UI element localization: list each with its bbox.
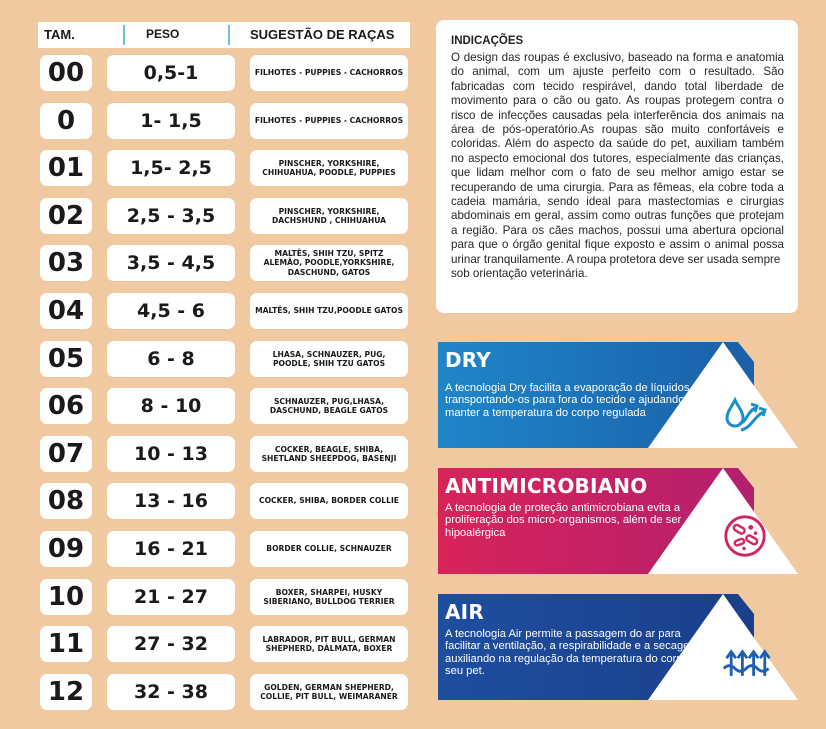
size-cell: 07	[40, 436, 92, 472]
indications-tail: sob orientação veterinária.	[451, 267, 588, 281]
indications-panel	[436, 20, 798, 313]
weight-cell: 10 - 13	[107, 436, 235, 472]
feature-title: ANTIMICROBIANO	[445, 474, 648, 498]
breed-cell: LABRADOR, PIT BULL, GERMAN SHEPHERD, DÁLMATA, BOXER	[250, 626, 408, 662]
indications-text: O design das roupas é exclusivo, baseado na forma e anatomia do animal, com um ajuste perfeito com o resultado. São fabricadas com tecido respirável, dando total liberdade de movimento para o cão ou gato. As roupas protegem contra o risco de infecções causadas pela interferência dos animais na área de pós-operatório.As roupas são muito confortáveis e coloridas. Além do aspecto da saúde do pet, auxiliam também no aspecto emocional dos tutores, especialmente das crianças, que lidam melhor com o fato de seu melhor amigo estar se recuperando de uma cirurgia. Para as fêmeas, ela cobre toda a cadeia mamária, sendo ideal para mastectomias e cirurgias abdominais em geral, assim como outras funções que protejam a região. Para os cães machos, possui uma abertura opcional para que o órgão genital fique exposto e assim o animal possa urinar tranquilamente. A roupa protetora deve ser usada sempre	[451, 51, 784, 266]
size-cell: 05	[40, 341, 92, 377]
weight-cell: 0,5-1	[107, 55, 235, 91]
weight-cell: 4,5 - 6	[107, 293, 235, 329]
size-cell: 06	[40, 388, 92, 424]
header-weight: PESO	[146, 27, 180, 41]
airflow-icon	[720, 642, 776, 680]
size-table-header	[38, 22, 410, 48]
breed-cell: BORDER COLLIE, SCHNAUZER	[250, 531, 408, 567]
size-cell: 04	[40, 293, 92, 329]
weight-cell: 1- 1,5	[107, 103, 235, 139]
feature-description: A tecnologia Dry facilita a evaporação de líquidos transportando-os para fora do tecido e ajudando a manter a temperatura do corpo regulada	[445, 382, 694, 419]
feature-description: A tecnologia Air permite a passagem do ar para facilitar a ventilação, a respirabilidade e a secagem, auxiliando na regulação da temperatura do corpo do seu pet.	[445, 628, 705, 678]
size-cell: 01	[40, 150, 92, 186]
breed-cell: LHASA, SCHNAUZER, PUG, POODLE, SHIH TZU GATOS	[250, 341, 408, 377]
breed-cell: COCKER, SHIBA, BORDER COLLIE	[250, 483, 408, 519]
breed-cell: PINSCHER, YORKSHIRE, CHIHUAHUA, POODLE, PUPPIES	[250, 150, 408, 186]
microbe-icon	[721, 512, 769, 560]
header-breeds: SUGESTÃO DE RAÇAS	[250, 27, 395, 42]
breed-cell: BOXER, SHARPEI, HUSKY SIBERIANO, BULLDOG TERRIER	[250, 579, 408, 615]
size-cell: 0	[40, 103, 92, 139]
size-cell: 08	[40, 483, 92, 519]
feature-card-dry	[438, 342, 798, 448]
breed-cell: MALTÊS, SHIH TZU,POODLE GATOS	[250, 293, 408, 329]
size-cell: 12	[40, 674, 92, 710]
breed-cell: SCHNAUZER, PUG,LHASA, DASCHUND, BEAGLE GATOS	[250, 388, 408, 424]
weight-cell: 32 - 38	[107, 674, 235, 710]
feature-title: AIR	[445, 600, 484, 624]
feature-card-air	[438, 594, 798, 700]
header-size: TAM.	[44, 27, 75, 42]
weight-cell: 6 - 8	[107, 341, 235, 377]
weight-cell: 1,5- 2,5	[107, 150, 235, 186]
weight-cell: 3,5 - 4,5	[107, 245, 235, 281]
size-cell: 02	[40, 198, 92, 234]
weight-cell: 2,5 - 3,5	[107, 198, 235, 234]
size-cell: 03	[40, 245, 92, 281]
size-cell: 09	[40, 531, 92, 567]
weight-cell: 13 - 16	[107, 483, 235, 519]
weight-cell: 21 - 27	[107, 579, 235, 615]
breed-cell: FILHOTES - PUPPIES - CACHORROS	[250, 103, 408, 139]
weight-cell: 27 - 32	[107, 626, 235, 662]
breed-cell: GOLDEN, GERMAN SHEPHERD, COLLIE, PIT BULL, WEIMARANER	[250, 674, 408, 710]
feature-card-antimicrobial	[438, 468, 798, 574]
size-cell: 00	[40, 55, 92, 91]
weight-cell: 8 - 10	[107, 388, 235, 424]
header-divider	[228, 25, 230, 45]
feature-description: A tecnologia de proteção antimicrobiana evita a proliferação dos micro-organismos, além de ser hipoalérgica	[445, 502, 682, 539]
breed-cell: PINSCHER, YORKSHIRE, DACHSHUND , CHIHUAHUA	[250, 198, 408, 234]
size-cell: 11	[40, 626, 92, 662]
breed-cell: FILHOTES - PUPPIES - CACHORROS	[250, 55, 408, 91]
feature-title: DRY	[445, 348, 491, 372]
breed-cell: COCKER, BEAGLE, SHIBA, SHETLAND SHEEPDOG, BASENJI	[250, 436, 408, 472]
weight-cell: 16 - 21	[107, 531, 235, 567]
water-evaporation-icon	[721, 394, 771, 434]
breed-cell: MALTÊS, SHIH TZU, SPITZ ALEMÃO, POODLE,YORKSHIRE, DASCHUND, GATOS	[250, 245, 408, 281]
header-divider	[123, 25, 125, 45]
indications-title: INDICAÇÕES	[451, 35, 524, 47]
size-cell: 10	[40, 579, 92, 615]
